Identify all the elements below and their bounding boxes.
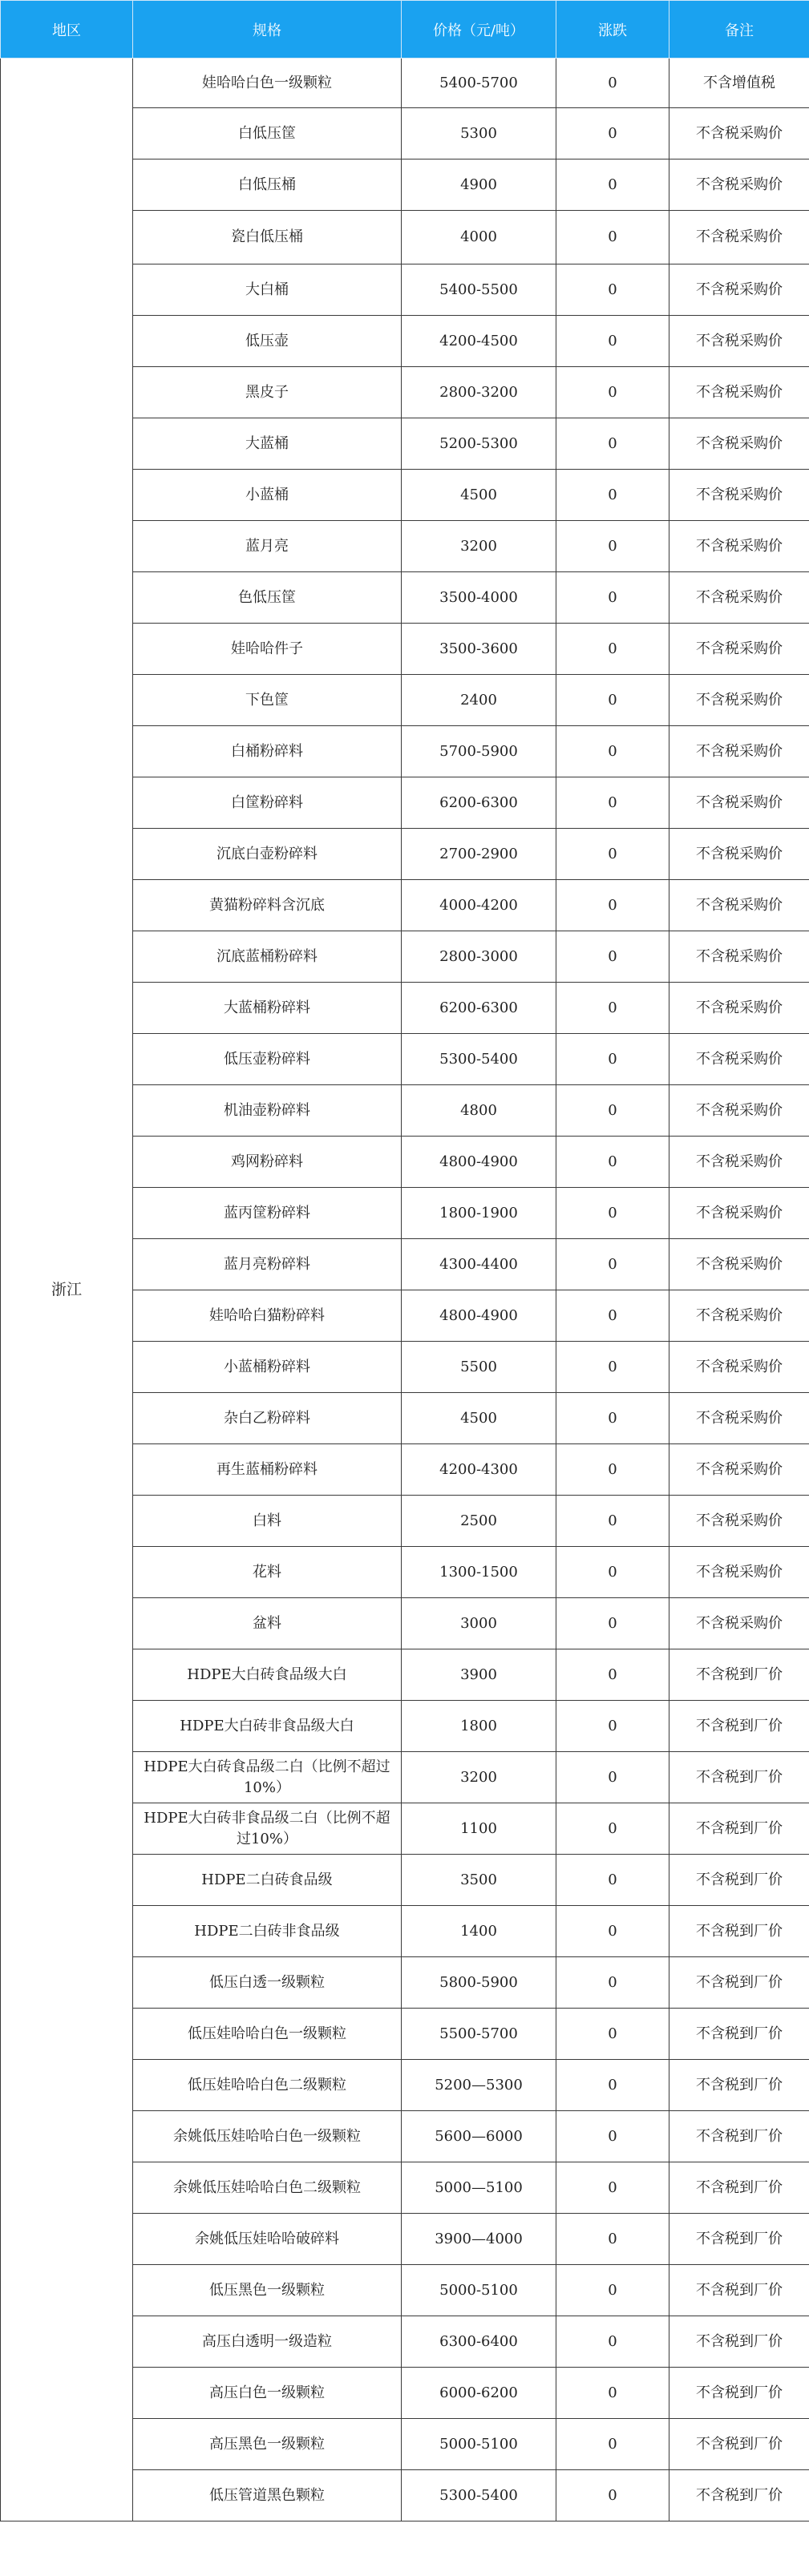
spec-cell: 白筐粉碎料 [133, 777, 402, 829]
spec-cell: 大蓝桶 [133, 418, 402, 470]
price-cell: 3500 [402, 1855, 556, 1906]
note-cell: 不含税采购价 [669, 1188, 809, 1239]
price-cell: 6200-6300 [402, 777, 556, 829]
change-cell: 0 [556, 2111, 669, 2162]
change-cell: 0 [556, 2265, 669, 2316]
change-cell: 0 [556, 1137, 669, 1188]
change-cell: 0 [556, 1342, 669, 1393]
change-cell: 0 [556, 572, 669, 624]
price-cell: 4200-4300 [402, 1444, 556, 1496]
note-cell: 不含税采购价 [669, 1342, 809, 1393]
spec-cell: 低压壶粉碎料 [133, 1034, 402, 1085]
note-cell: 不含增值税 [669, 59, 809, 108]
change-cell: 0 [556, 2316, 669, 2368]
note-cell: 不含税到厂价 [669, 1701, 809, 1752]
spec-cell: 低压壶 [133, 316, 402, 367]
price-cell: 4800-4900 [402, 1137, 556, 1188]
note-cell: 不含税到厂价 [669, 2111, 809, 2162]
price-cell: 3500-4000 [402, 572, 556, 624]
price-cell: 4000-4200 [402, 880, 556, 931]
spec-cell: 低压白透一级颗粒 [133, 1957, 402, 2009]
note-cell: 不含税采购价 [669, 316, 809, 367]
note-cell: 不含税采购价 [669, 1290, 809, 1342]
table-row [1, 59, 809, 108]
change-cell: 0 [556, 1188, 669, 1239]
spec-cell: 黑皮子 [133, 367, 402, 418]
note-cell: 不含税采购价 [669, 108, 809, 159]
change-cell: 0 [556, 1085, 669, 1137]
price-cell: 1300-1500 [402, 1547, 556, 1598]
spec-cell: 杂白乙粉碎料 [133, 1393, 402, 1444]
change-cell: 0 [556, 159, 669, 211]
price-cell: 5000-5100 [402, 2419, 556, 2470]
change-cell: 0 [556, 931, 669, 983]
spec-cell: 白低压筐 [133, 108, 402, 159]
price-cell: 4800 [402, 1085, 556, 1137]
note-cell: 不含税到厂价 [669, 2162, 809, 2214]
change-cell: 0 [556, 1393, 669, 1444]
spec-cell: 大白桶 [133, 264, 402, 316]
note-cell: 不含税到厂价 [669, 2419, 809, 2470]
change-cell: 0 [556, 1752, 669, 1803]
note-cell: 不含税采购价 [669, 829, 809, 880]
change-cell: 0 [556, 521, 669, 572]
change-cell: 0 [556, 470, 669, 521]
note-cell: 不含税采购价 [669, 880, 809, 931]
spec-cell: 沉底白壶粉碎料 [133, 829, 402, 880]
spec-cell: 高压白透明一级造粒 [133, 2316, 402, 2368]
change-cell: 0 [556, 1957, 669, 2009]
note-cell: 不含税到厂价 [669, 1957, 809, 2009]
price-cell: 6200-6300 [402, 983, 556, 1034]
note-cell: 不含税到厂价 [669, 2316, 809, 2368]
change-cell: 0 [556, 675, 669, 726]
price-cell: 2700-2900 [402, 829, 556, 880]
spec-cell: HDPE大白砖非食品级大白 [133, 1701, 402, 1752]
spec-cell: 高压白色一级颗粒 [133, 2368, 402, 2419]
change-cell: 0 [556, 59, 669, 108]
change-cell: 0 [556, 1034, 669, 1085]
change-cell: 0 [556, 1496, 669, 1547]
price-cell: 3200 [402, 521, 556, 572]
note-cell: 不含税采购价 [669, 1137, 809, 1188]
note-cell: 不含税到厂价 [669, 2368, 809, 2419]
spec-cell: 余姚低压娃哈哈白色二级颗粒 [133, 2162, 402, 2214]
spec-cell: 色低压筐 [133, 572, 402, 624]
note-cell: 不含税采购价 [669, 159, 809, 211]
region-cell: 浙江 [1, 59, 133, 2521]
change-cell: 0 [556, 2368, 669, 2419]
change-cell: 0 [556, 726, 669, 777]
spec-cell: 低压娃哈哈白色一级颗粒 [133, 2009, 402, 2060]
price-cell: 2800-3000 [402, 931, 556, 983]
price-cell: 5000-5100 [402, 2265, 556, 2316]
note-cell: 不含税采购价 [669, 726, 809, 777]
spec-cell: 高压黑色一级颗粒 [133, 2419, 402, 2470]
change-cell: 0 [556, 1290, 669, 1342]
header-note: 备注 [669, 1, 809, 59]
spec-cell: 余姚低压娃哈哈白色一级颗粒 [133, 2111, 402, 2162]
change-cell: 0 [556, 108, 669, 159]
price-cell: 4200-4500 [402, 316, 556, 367]
note-cell: 不含税到厂价 [669, 1855, 809, 1906]
spec-cell: 娃哈哈白色一级颗粒 [133, 59, 402, 108]
price-cell: 5500 [402, 1342, 556, 1393]
price-cell: 2500 [402, 1496, 556, 1547]
spec-cell: 白桶粉碎料 [133, 726, 402, 777]
spec-cell: 蓝丙筐粉碎料 [133, 1188, 402, 1239]
spec-cell: 黄猫粉碎料含沉底 [133, 880, 402, 931]
price-cell: 1400 [402, 1906, 556, 1957]
table-body [1, 59, 809, 2521]
note-cell: 不含税采购价 [669, 624, 809, 675]
note-cell: 不含税到厂价 [669, 2060, 809, 2111]
spec-cell: 蓝月亮 [133, 521, 402, 572]
price-cell: 1800-1900 [402, 1188, 556, 1239]
spec-cell: 蓝月亮粉碎料 [133, 1239, 402, 1290]
price-cell: 3900 [402, 1649, 556, 1701]
price-cell: 3200 [402, 1752, 556, 1803]
price-cell: 5700-5900 [402, 726, 556, 777]
header-spec: 规格 [133, 1, 402, 59]
spec-cell: HDPE大白砖食品级大白 [133, 1649, 402, 1701]
note-cell: 不含税采购价 [669, 1547, 809, 1598]
price-cell: 1100 [402, 1803, 556, 1855]
price-cell: 2400 [402, 675, 556, 726]
spec-cell: 白低压桶 [133, 159, 402, 211]
note-cell: 不含税采购价 [669, 1444, 809, 1496]
note-cell: 不含税采购价 [669, 777, 809, 829]
change-cell: 0 [556, 829, 669, 880]
note-cell: 不含税采购价 [669, 418, 809, 470]
note-cell: 不含税采购价 [669, 931, 809, 983]
change-cell: 0 [556, 1855, 669, 1906]
spec-cell: 花料 [133, 1547, 402, 1598]
change-cell: 0 [556, 2162, 669, 2214]
change-cell: 0 [556, 2009, 669, 2060]
note-cell: 不含税采购价 [669, 1034, 809, 1085]
price-cell: 3900—4000 [402, 2214, 556, 2265]
price-cell: 5500-5700 [402, 2009, 556, 2060]
spec-cell: 余姚低压娃哈哈破碎料 [133, 2214, 402, 2265]
note-cell: 不含税到厂价 [669, 1752, 809, 1803]
price-cell: 5200—5300 [402, 2060, 556, 2111]
spec-cell: 娃哈哈白猫粉碎料 [133, 1290, 402, 1342]
change-cell: 0 [556, 1547, 669, 1598]
spec-cell: 瓷白低压桶 [133, 211, 402, 264]
spec-cell: HDPE大白砖食品级二白（比例不超过10%） [133, 1752, 402, 1803]
spec-cell: 机油壶粉碎料 [133, 1085, 402, 1137]
note-cell: 不含税采购价 [669, 1239, 809, 1290]
price-cell: 4500 [402, 470, 556, 521]
note-cell: 不含税采购价 [669, 1496, 809, 1547]
change-cell: 0 [556, 264, 669, 316]
note-cell: 不含税采购价 [669, 211, 809, 264]
note-cell: 不含税采购价 [669, 1393, 809, 1444]
change-cell: 0 [556, 2470, 669, 2521]
change-cell: 0 [556, 777, 669, 829]
spec-cell: 鸡网粉碎料 [133, 1137, 402, 1188]
note-cell: 不含税采购价 [669, 675, 809, 726]
header-change: 涨跌 [556, 1, 669, 59]
change-cell: 0 [556, 367, 669, 418]
spec-cell: 沉底蓝桶粉碎料 [133, 931, 402, 983]
change-cell: 0 [556, 624, 669, 675]
price-cell: 6300-6400 [402, 2316, 556, 2368]
spec-cell: 小蓝桶 [133, 470, 402, 521]
spec-cell: 盆料 [133, 1598, 402, 1649]
price-cell: 1800 [402, 1701, 556, 1752]
change-cell: 0 [556, 2419, 669, 2470]
note-cell: 不含税采购价 [669, 470, 809, 521]
price-cell: 5000—5100 [402, 2162, 556, 2214]
price-cell: 4000 [402, 211, 556, 264]
note-cell: 不含税到厂价 [669, 2265, 809, 2316]
note-cell: 不含税到厂价 [669, 1649, 809, 1701]
change-cell: 0 [556, 1906, 669, 1957]
change-cell: 0 [556, 2060, 669, 2111]
note-cell: 不含税采购价 [669, 1085, 809, 1137]
spec-cell: HDPE二白砖食品级 [133, 1855, 402, 1906]
note-cell: 不含税到厂价 [669, 2470, 809, 2521]
price-cell: 4500 [402, 1393, 556, 1444]
price-cell: 4800-4900 [402, 1290, 556, 1342]
price-cell: 5400-5700 [402, 59, 556, 108]
note-cell: 不含税到厂价 [669, 1803, 809, 1855]
price-cell: 5400-5500 [402, 264, 556, 316]
price-cell: 5300-5400 [402, 1034, 556, 1085]
header-price: 价格（元/吨） [402, 1, 556, 59]
note-cell: 不含税采购价 [669, 1598, 809, 1649]
price-cell: 4900 [402, 159, 556, 211]
spec-cell: HDPE二白砖非食品级 [133, 1906, 402, 1957]
change-cell: 0 [556, 418, 669, 470]
spec-cell: 大蓝桶粉碎料 [133, 983, 402, 1034]
price-cell: 3000 [402, 1598, 556, 1649]
price-cell: 5800-5900 [402, 1957, 556, 2009]
note-cell: 不含税采购价 [669, 983, 809, 1034]
change-cell: 0 [556, 1239, 669, 1290]
spec-cell: HDPE大白砖非食品级二白（比例不超过10%） [133, 1803, 402, 1855]
spec-cell: 娃哈哈件子 [133, 624, 402, 675]
spec-cell: 再生蓝桶粉碎料 [133, 1444, 402, 1496]
header-region: 地区 [1, 1, 133, 59]
spec-cell: 低压黑色一级颗粒 [133, 2265, 402, 2316]
price-cell: 5300 [402, 108, 556, 159]
spec-cell: 下色筐 [133, 675, 402, 726]
price-cell: 4300-4400 [402, 1239, 556, 1290]
spec-cell: 小蓝桶粉碎料 [133, 1342, 402, 1393]
spec-cell: 低压娃哈哈白色二级颗粒 [133, 2060, 402, 2111]
change-cell: 0 [556, 983, 669, 1034]
note-cell: 不含税采购价 [669, 521, 809, 572]
price-cell: 5200-5300 [402, 418, 556, 470]
note-cell: 不含税到厂价 [669, 2009, 809, 2060]
header-row [1, 1, 809, 59]
note-cell: 不含税到厂价 [669, 2214, 809, 2265]
note-cell: 不含税采购价 [669, 264, 809, 316]
note-cell: 不含税到厂价 [669, 1906, 809, 1957]
price-cell: 5300-5400 [402, 2470, 556, 2521]
price-cell: 2800-3200 [402, 367, 556, 418]
spec-cell: 低压管道黑色颗粒 [133, 2470, 402, 2521]
change-cell: 0 [556, 1803, 669, 1855]
change-cell: 0 [556, 1444, 669, 1496]
change-cell: 0 [556, 2214, 669, 2265]
change-cell: 0 [556, 1649, 669, 1701]
change-cell: 0 [556, 1598, 669, 1649]
note-cell: 不含税采购价 [669, 572, 809, 624]
price-cell: 6000-6200 [402, 2368, 556, 2419]
change-cell: 0 [556, 1701, 669, 1752]
spec-cell: 白料 [133, 1496, 402, 1547]
price-cell: 5600—6000 [402, 2111, 556, 2162]
price-cell: 3500-3600 [402, 624, 556, 675]
note-cell: 不含税采购价 [669, 367, 809, 418]
change-cell: 0 [556, 316, 669, 367]
change-cell: 0 [556, 880, 669, 931]
change-cell: 0 [556, 211, 669, 264]
